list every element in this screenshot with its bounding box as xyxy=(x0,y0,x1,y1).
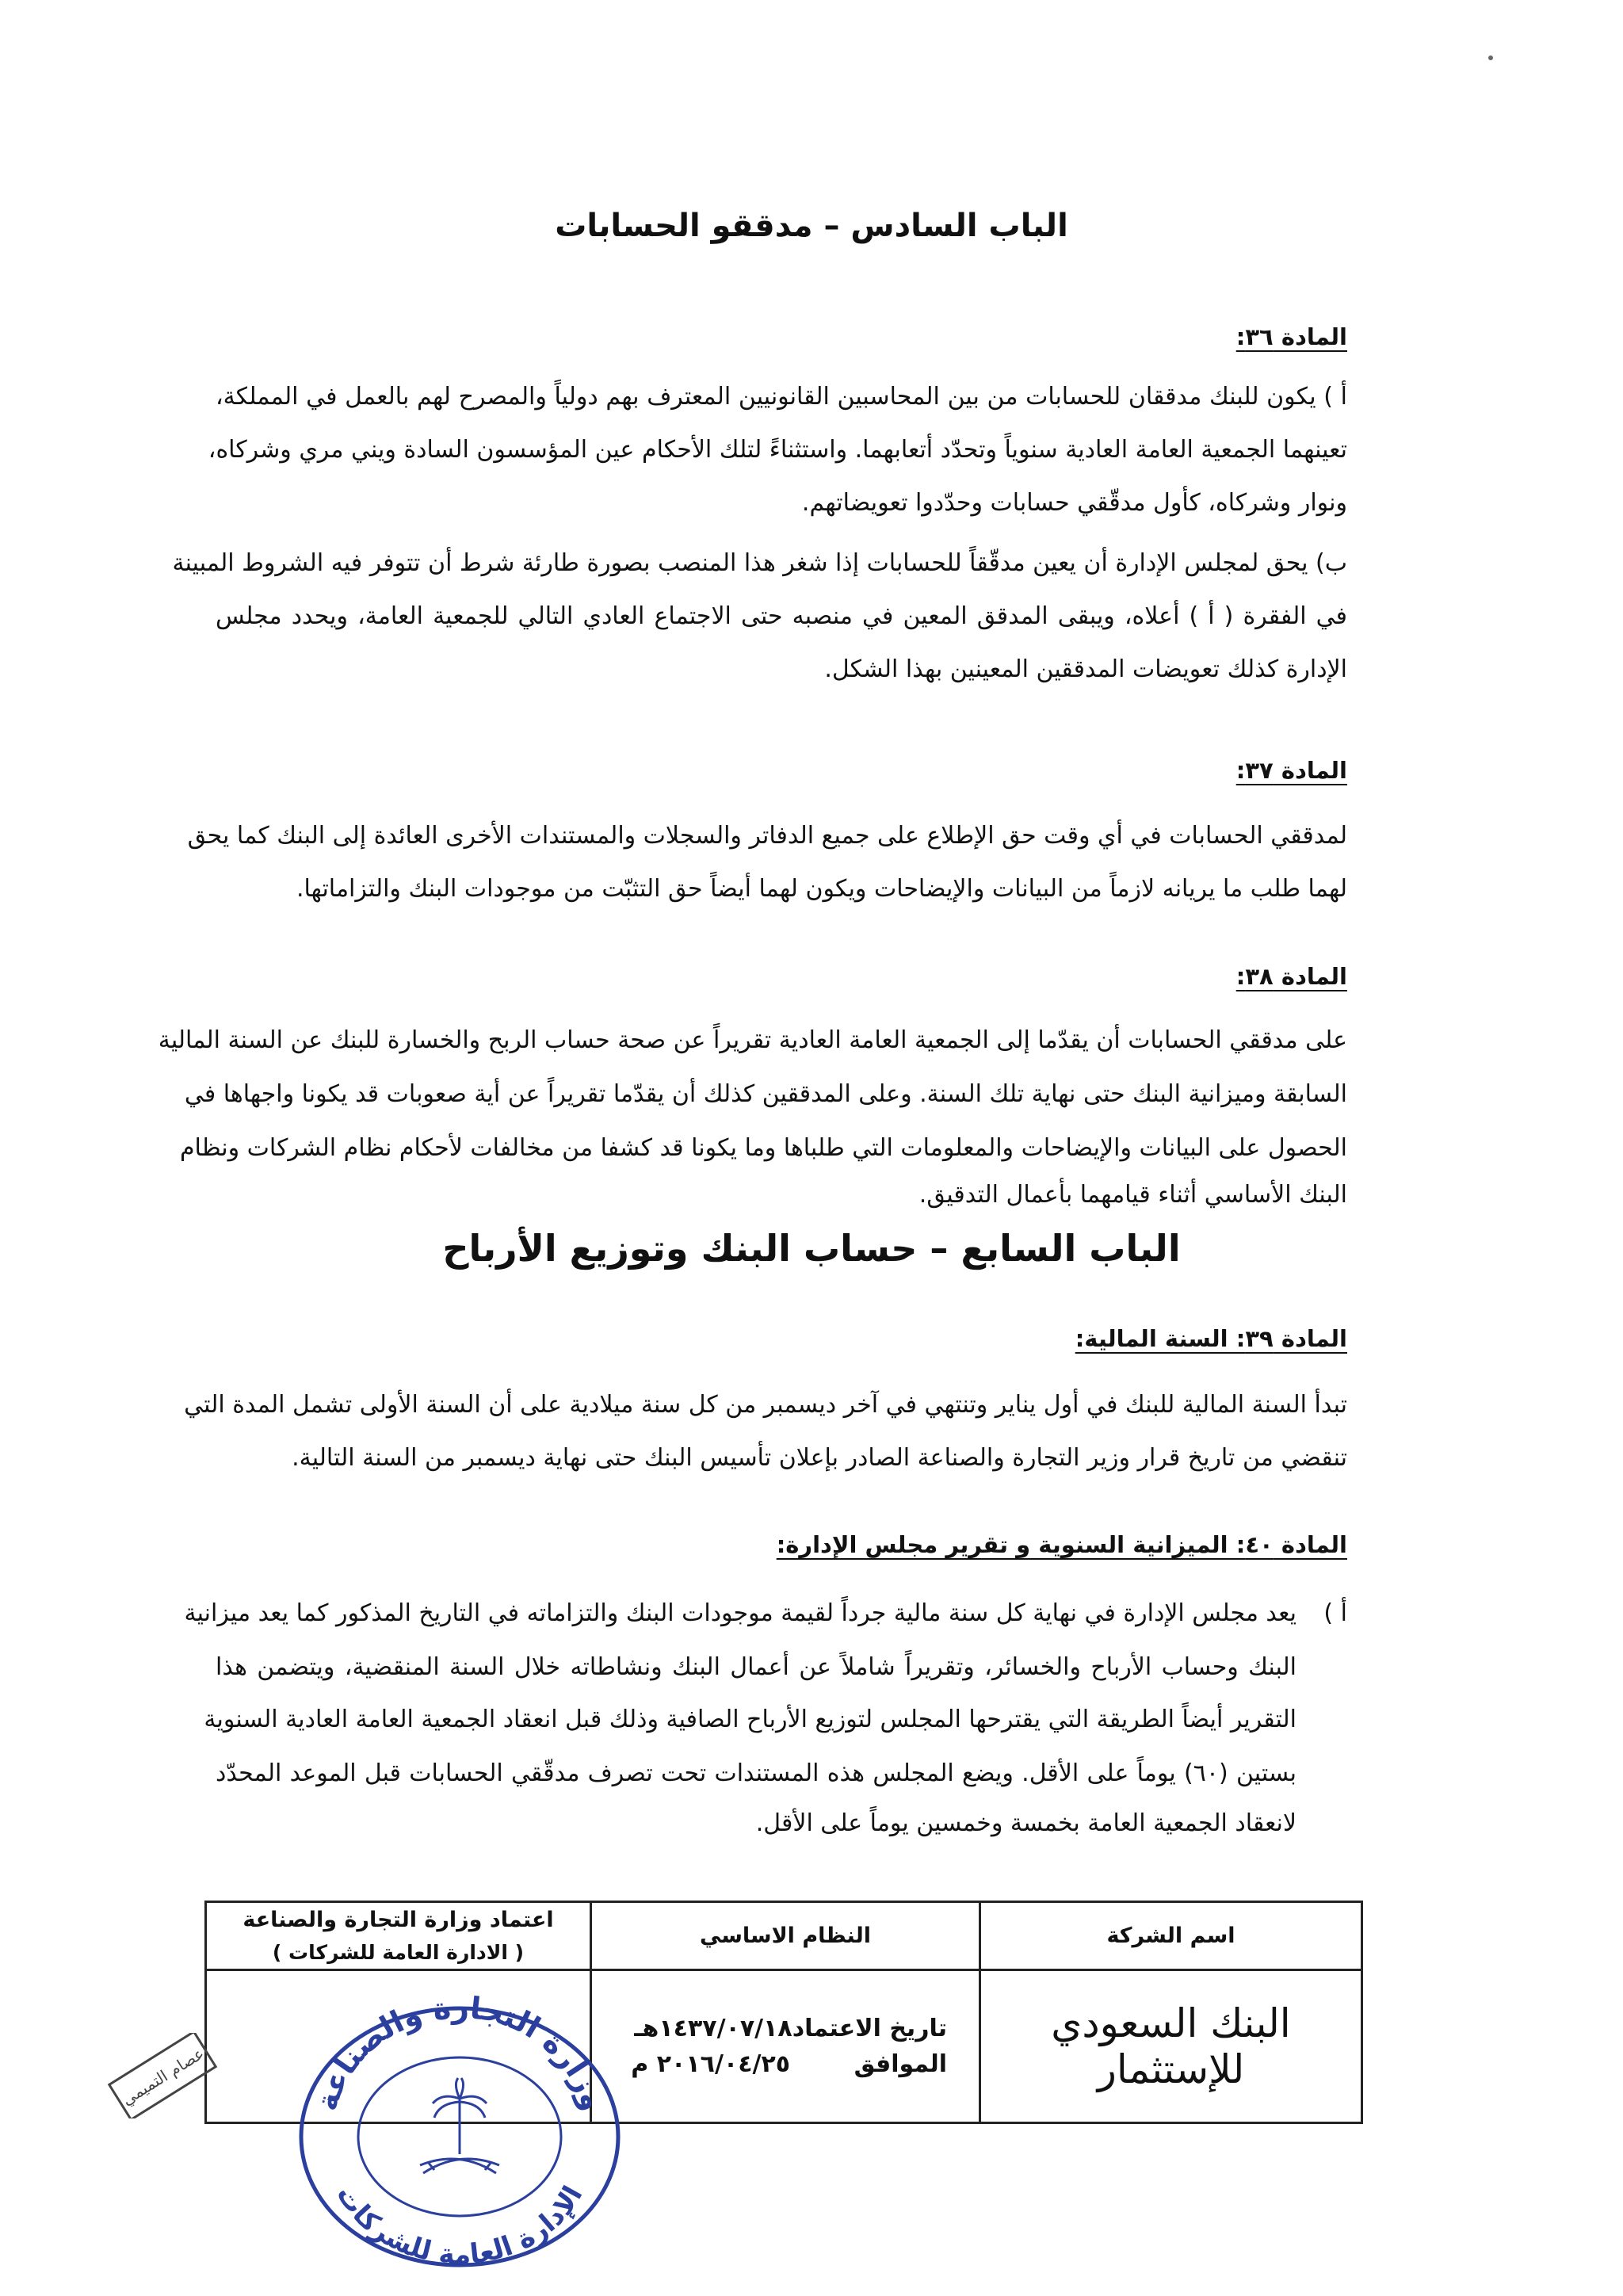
article-38-heading: المادة ٣٨: xyxy=(1235,963,1347,990)
approval-date-value: ١٤٣٧/٠٧/١٨هـ xyxy=(634,2015,792,2043)
system-dates-cell xyxy=(591,1970,980,2123)
article-39-line-1: تبدأ السنة المالية للبنك في أول يناير وتنتهي في آخر ديسمبر من كل سنة ميلادية على أن السنة الأولى تشمل المدة التي xyxy=(184,1391,1347,1419)
article-40-line-5: لانعقاد الجمعية العامة بخمسة وخمسين يوماً على الأقل. xyxy=(755,1809,1296,1837)
article-40-line-2: البنك وحساب الأرباح والخسائر، وتقريراً شاملاً عن أعمال البنك ونشاطاته خلال السنة المنقضية، ويتضمن هذا xyxy=(216,1653,1296,1681)
official-stamp-icon xyxy=(103,2033,222,2118)
article-40-heading: المادة ٤٠: الميزانية السنوية و تقرير مجلس الإدارة: xyxy=(776,1531,1347,1558)
approval-date-row xyxy=(592,2015,947,2042)
article-36-heading: المادة ٣٦: xyxy=(1235,323,1347,350)
article-36-a-line-1: أ ) يكون للبنك مدققان للحسابات من بين المحاسبين القانونيين المعترف بهم دولياً والمصرح لهم بالعمل في المملكة، xyxy=(216,383,1347,411)
article-36-a-line-3: ونوار وشركاه، كأول مدقّقي حسابات وحدّدوا تعويضاتهم. xyxy=(801,489,1347,517)
company-name: البنك السعودي للإستثمار xyxy=(980,1970,1362,2123)
article-38-line-3: الحصول على البيانات والإيضاحات والمعلومات التي طلباها وما يكونا قد كشفا من مخالفات لأحكام نظام الشركات ونظام xyxy=(179,1134,1347,1162)
stamp-text: عصام التميمي xyxy=(118,2043,208,2110)
article-40-line-1: يعد مجلس الإدارة في نهاية كل سنة مالية جرداً لقيمة موجودات البنك والتزاماته في التاريخ المذكور كما يعد ميزانية xyxy=(184,1599,1296,1627)
article-37-heading: المادة ٣٧: xyxy=(1235,757,1347,784)
agree-label: الموافق xyxy=(854,2050,947,2079)
header-approval xyxy=(206,1902,591,1970)
scan-speck xyxy=(1488,55,1493,60)
approval-subtitle: ( الادارة العامة للشركات ) xyxy=(272,1941,525,1965)
article-37-line-2: لهما طلب ما يريانه لازماً من البيانات والإيضاحات ويكون لهما أيضاً حق التثبّت من موجودات البنك والتزاماتها. xyxy=(296,875,1347,903)
approval-date-label: تاريخ الاعتماد xyxy=(792,2015,947,2043)
chapter-7-title: الباب السابع – حساب البنك وتوزيع الأرباح xyxy=(442,1227,1181,1270)
agree-date-value: ٢٠١٦/٠٤/٢٥ م xyxy=(631,2050,791,2079)
article-38-line-4: البنك الأساسي أثناء قيامهما بأعمال التدقيق. xyxy=(918,1181,1347,1209)
ministry-seal-icon xyxy=(277,1986,642,2271)
article-36-b-line-2: في الفقرة ( أ ) أعلاه، ويبقى المدقق المعين في منصبه حتى الاجتماع العادي التالي للجمعية العامة، ويحدد مجلس xyxy=(216,602,1347,630)
seal-top-text: وزارة التجارة والصناعة xyxy=(308,1989,611,2115)
header-system: النظام الاساسي xyxy=(591,1902,980,1970)
chapter-6-title: الباب السادس – مدققو الحسابات xyxy=(555,208,1068,244)
article-37-line-1: لمدققي الحسابات في أي وقت حق الإطلاع على جميع الدفاتر والسجلات والمستندات الأخرى العائدة إلى البنك كما يحق xyxy=(187,822,1347,850)
article-40-line-3: التقرير أيضاً الطريقة التي يقترحها المجلس لتوزيع الأرباح الصافية وذلك قبل انعقاد الجمعية العامة العادية السنوية xyxy=(204,1706,1296,1733)
approval-title: اعتماد وزارة التجارة والصناعة xyxy=(242,1908,554,1932)
header-company: اسم الشركة xyxy=(980,1902,1362,1970)
palm-swords-emblem xyxy=(420,2078,499,2173)
article-40-marker: أ ) xyxy=(1323,1599,1347,1627)
article-39-heading: المادة ٣٩: السنة المالية: xyxy=(1075,1325,1347,1352)
article-38-line-1: على مدققي الحسابات أن يقدّما إلى الجمعية العامة العادية تقريراً عن صحة حساب الربح والخسارة للبنك عن السنة المالية xyxy=(158,1026,1347,1054)
article-36-a-line-2: تعينهما الجمعية العامة العادية سنوياً وتحدّد أتعابهما. واستثناءً لتلك الأحكام عين المؤسسون السادة ويني مري وشركاه، xyxy=(208,436,1347,464)
agree-date-row xyxy=(592,2050,947,2078)
article-40-line-4: بستين (٦٠) يوماً على الأقل. ويضع المجلس هذه المستندات تحت تصرف مدقّقي الحسابات قبل الموعد المحدّد xyxy=(216,1759,1296,1787)
article-36-b-line-3: الإدارة كذلك تعويضات المدققين المعينين بهذا الشكل. xyxy=(824,655,1347,683)
article-36-b-line-1: ب) يحق لمجلس الإدارة أن يعين مدقّقاً للحسابات إذا شغر هذا المنصب بصورة طارئة شرط أن تتوفر فيه الشروط المبينة xyxy=(172,549,1347,577)
article-39-line-2: تنقضي من تاريخ قرار وزير التجارة والصناعة الصادر بإعلان تأسيس البنك حتى نهاية ديسمبر من السنة التالية. xyxy=(292,1444,1347,1472)
seal-bottom-text: الإدارة العامة للشركات xyxy=(330,2179,590,2271)
article-38-line-2: السابقة وميزانية البنك حتى نهاية تلك السنة. وعلى المدققين كذلك أن يقدّما تقريراً عن أية صعوبات قد يكونا واجهاها في xyxy=(184,1080,1347,1108)
svg-text:الإدارة العامة للشركات xyxy=(330,2179,589,2271)
